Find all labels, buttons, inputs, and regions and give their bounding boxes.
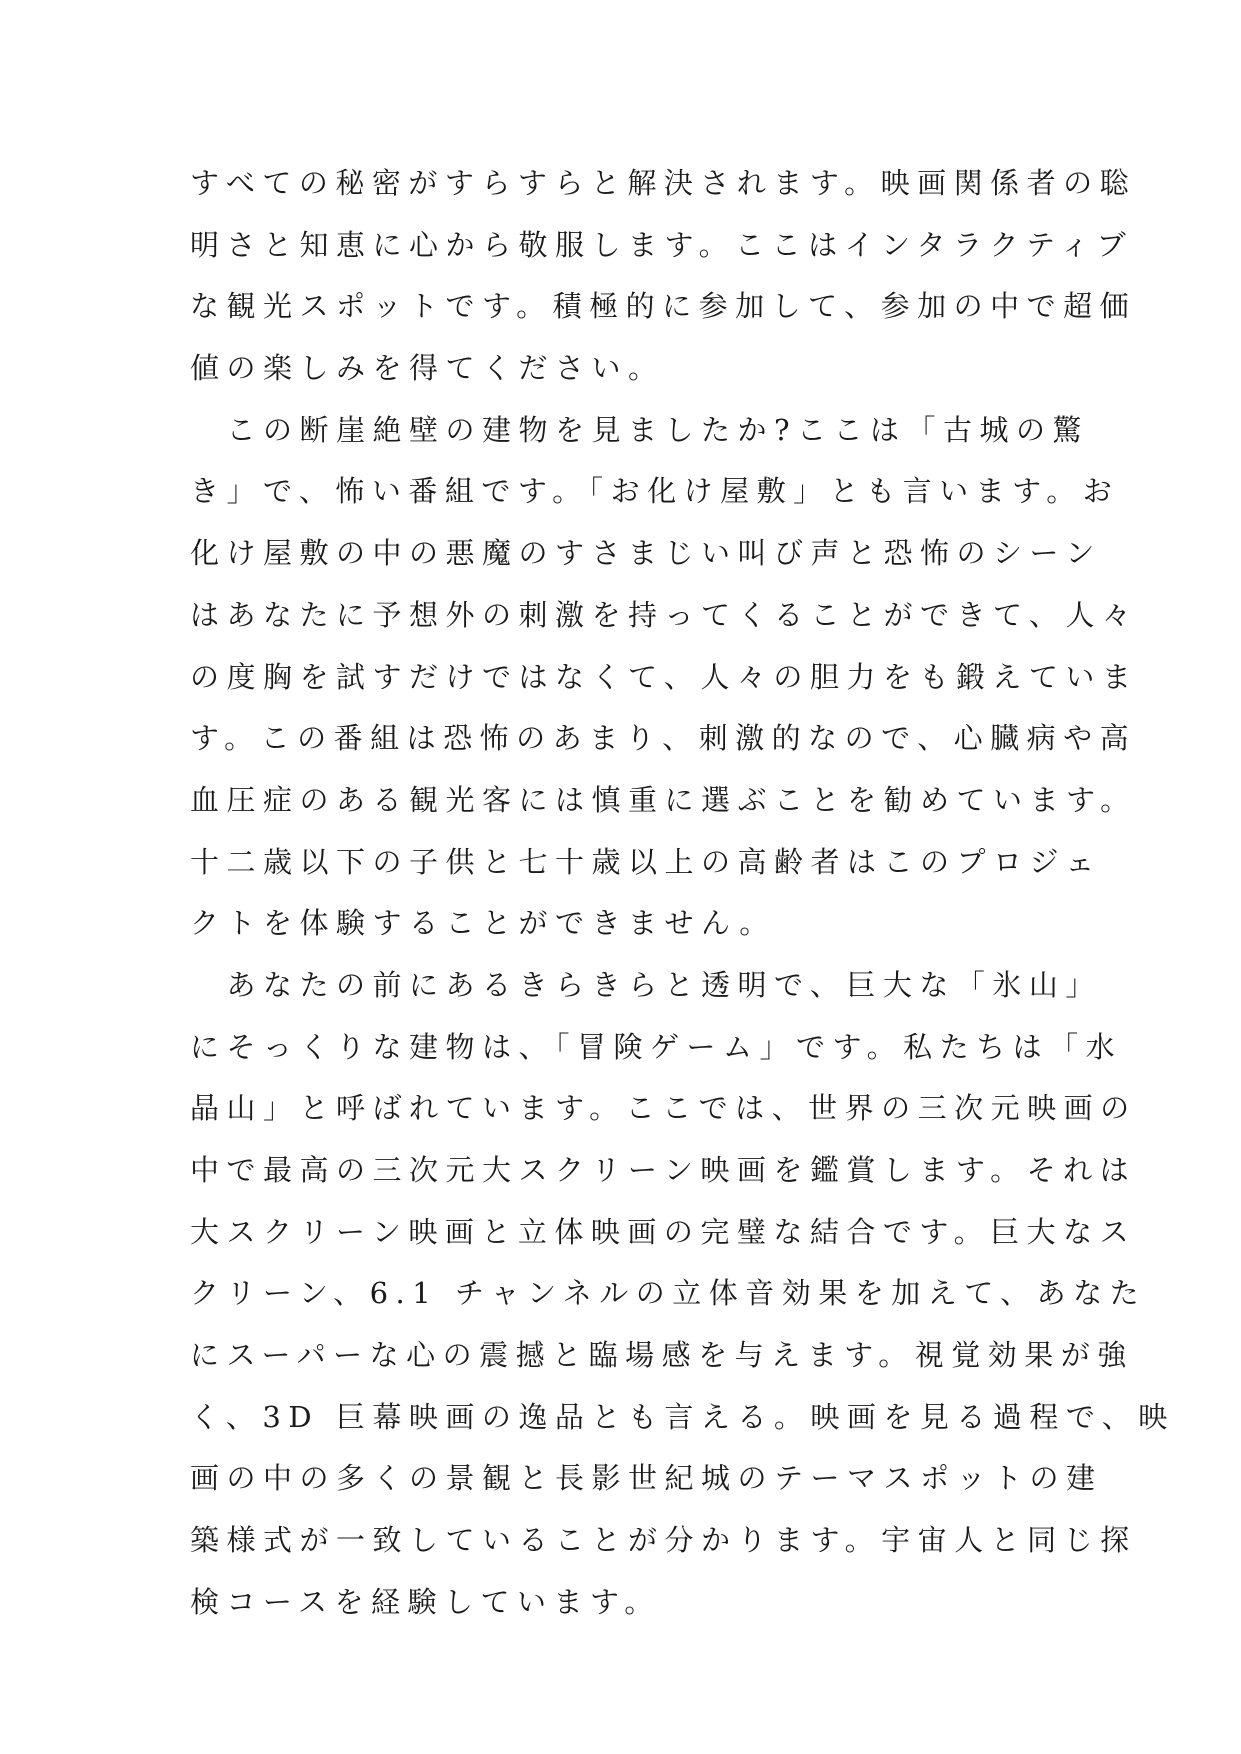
text-line: にスーパーな心の震撼と臨場感を与えます。視覚効果が強 <box>190 1338 1134 1373</box>
text-line: すべての秘密がすらすらと解決されます。映画関係者の聡 <box>190 166 1137 200</box>
text-line: 値の楽しみを得てください。 <box>190 351 665 386</box>
text-line: き」で、怖い番組です。「お化け屋敷」とも言います。お <box>190 474 1120 509</box>
text-line: 十二歳以下の子供と七十歳以上の高齢者はこのプロジェ <box>190 844 1102 879</box>
text-line: この断崖絶壁の建物を見ましたか?ここは「古城の驚 <box>190 412 1090 447</box>
text-line: な観光スポットです。積極的に参加して、参加の中で超価 <box>190 289 1137 324</box>
text-line: クトを体験することができません。 <box>190 906 776 941</box>
text-line: 中で最高の三次元大スクリーン映画を鑑賞します。それは <box>190 1153 1137 1187</box>
body-text <box>190 160 1175 1641</box>
text-line: 明さと知恵に心から敬服します。ここはインタラクティブ <box>190 227 1134 262</box>
text-line: あなたの前にあるきらきらと透明で、巨大な「氷山」 <box>190 967 1102 1002</box>
text-line: 築様式が一致していることが分かります。宇宙人と同じ探 <box>190 1523 1137 1558</box>
text-line: 晶山」と呼ばれています。ここでは、世界の三次元映画の <box>190 1091 1137 1126</box>
text-line: の度胸を試すだけではなくて、人々の胆力をも鍛えていま <box>190 659 1139 694</box>
text-line: く、3D 巨幕映画の逸品とも言える。映画を見る過程で、映 <box>190 1399 1175 1434</box>
text-line: 血圧症のある観光客には慎重に選ぶことを勧めています。 <box>190 782 1137 817</box>
text-line: 画の中の多くの景観と長影世紀城のテーマスポットの建 <box>190 1461 1103 1496</box>
text-line: 検コースを経験しています。 <box>190 1584 661 1619</box>
text-line: 大スクリーン映画と立体映画の完璧な結合です。巨大なス <box>190 1214 1137 1249</box>
text-line: クリーン、6.1 チャンネルの立体音効果を加えて、あなた <box>190 1276 1147 1311</box>
text-line: 化け屋敷の中の悪魔のすさまじい叫び声と恐怖のシーン <box>190 536 1102 571</box>
text-line: にそっくりな建物は、「冒険ゲーム」です。私たちは「水 <box>190 1029 1123 1064</box>
text-line: はあなたに予想外の刺激を持ってくることができて、人々 <box>190 597 1139 632</box>
text-line: す。この番組は恐怖のあまり、刺激的なので、心臓病や高 <box>190 721 1137 756</box>
